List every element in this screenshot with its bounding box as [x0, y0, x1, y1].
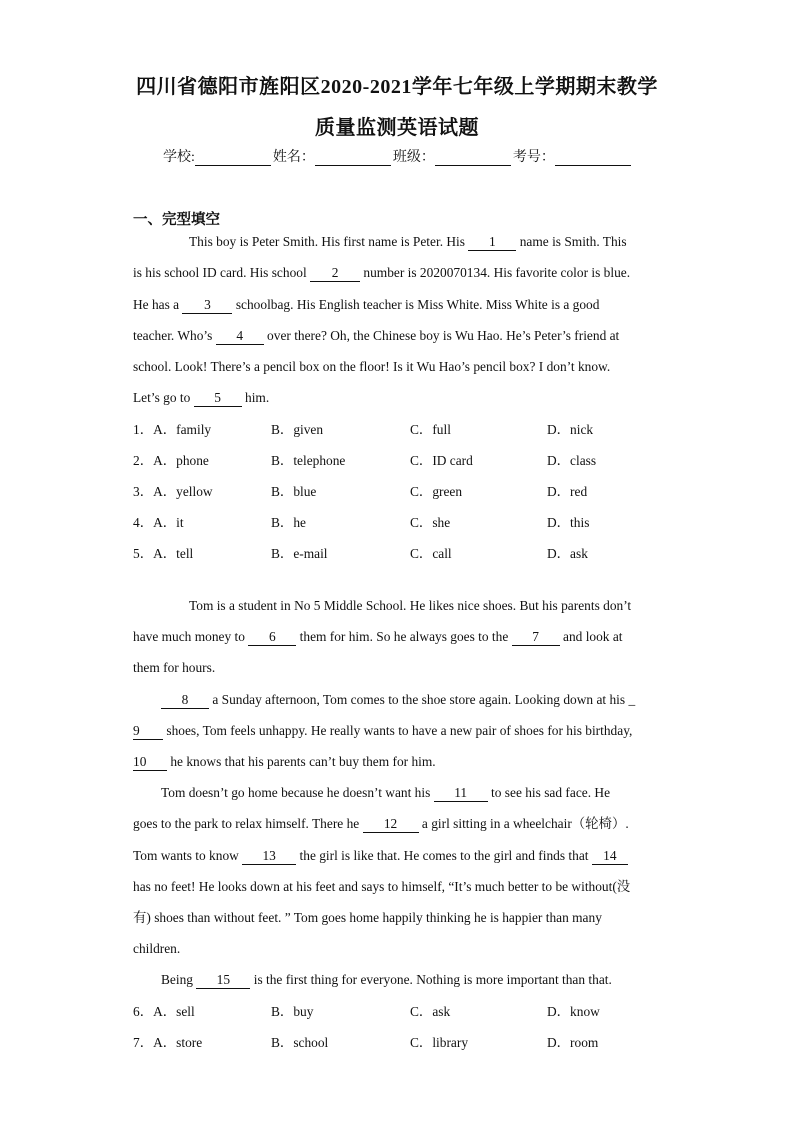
passage2-line3: them for hours. — [133, 660, 216, 675]
blank-1: 1 — [468, 234, 516, 251]
question-2-options — [133, 451, 663, 471]
option-7a[interactable]: 7．A．store — [133, 1035, 203, 1050]
blank-13: 13 — [242, 848, 296, 865]
option-1a[interactable]: 1．A．family — [133, 422, 212, 437]
option-2d[interactable]: D．class — [547, 453, 597, 468]
option-4a[interactable]: 4．A．it — [133, 515, 184, 530]
school-field[interactable] — [195, 151, 271, 166]
passage1-line4: teacher. Who’s 4 over there? Oh, the Chinese boy is Wu Hao. He’s Peter’s friend at — [133, 328, 620, 343]
section-heading: 一、完型填空 — [133, 212, 220, 228]
blank-9: 9 — [133, 723, 163, 740]
option-4b[interactable]: B．he — [271, 515, 306, 530]
blank-2: 2 — [310, 265, 360, 282]
blank-6: 6 — [248, 629, 296, 646]
option-7d[interactable]: D．room — [547, 1035, 599, 1050]
student-info-line — [163, 146, 633, 166]
blank-14: 14 — [592, 848, 628, 865]
question-6-options — [133, 1002, 663, 1022]
blank-11: 11 — [434, 785, 488, 802]
question-4-options — [133, 513, 663, 533]
passage2-line11: 有) shoes than without feet. ” Tom goes home happily thinking he is happier than many — [133, 910, 602, 925]
option-1b[interactable]: B．given — [271, 422, 324, 437]
passage2-line9: Tom wants to know 13 the girl is like that. He comes to the girl and finds that 14 — [133, 846, 663, 866]
passage2-line8: goes to the park to relax himself. There he 12 a girl sitting in a wheelchair（轮椅）. — [133, 816, 629, 831]
passage2-line2: have much money to 6 them for him. So he always goes to the 7 and look at — [133, 629, 623, 644]
name-field[interactable] — [315, 151, 391, 166]
name-label: 姓名： — [272, 150, 315, 165]
question-3-options — [133, 482, 663, 502]
option-5b[interactable]: B．e-mail — [271, 546, 328, 561]
question-1-options — [133, 420, 663, 440]
passage1-line6: Let’s go to 5 him. — [133, 390, 270, 405]
question-5-options — [133, 544, 663, 564]
option-6b[interactable]: B．buy — [271, 1004, 314, 1019]
question-7-options — [133, 1033, 663, 1053]
passage2-line1: Tom is a student in No 5 Middle School. He likes nice shoes. But his parents don’t — [189, 598, 632, 613]
passage1-line1: This boy is Peter Smith. His first name is Peter. His 1 name is Smith. This — [189, 234, 627, 249]
option-5c[interactable]: C．call — [410, 546, 452, 561]
class-label: 班级： — [392, 150, 435, 165]
option-4d[interactable]: D．this — [547, 515, 590, 530]
option-2a[interactable]: 2．A．phone — [133, 453, 209, 468]
option-4c[interactable]: C．she — [410, 515, 451, 530]
option-5a[interactable]: 5．A．tell — [133, 546, 194, 561]
school-label: 学校: — [163, 150, 195, 165]
option-6c[interactable]: C．ask — [410, 1004, 451, 1019]
option-6d[interactable]: D．know — [547, 1004, 600, 1019]
option-3b[interactable]: B．blue — [271, 484, 317, 499]
passage2-line7: Tom doesn’t go home because he doesn’t want his 11 to see his sad face. He — [161, 785, 611, 800]
blank-15: 15 — [196, 972, 250, 989]
option-1d[interactable]: D．nick — [547, 422, 594, 437]
passage2-line13: Being 15 is the first thing for everyone. Nothing is more important than that. — [161, 972, 612, 987]
exam-title-line2: 质量监测英语试题 — [315, 117, 479, 139]
class-field[interactable] — [435, 151, 511, 166]
option-5d[interactable]: D．ask — [547, 546, 588, 561]
blank-12: 12 — [363, 816, 419, 833]
passage1-line5: school. Look! There’s a pencil box on the floor! Is it Wu Hao’s pencil box? I don’t know. — [133, 359, 611, 374]
blank-5: 5 — [194, 390, 242, 407]
passage1-line2: is his school ID card. His school 2 number is 2020070134. His favorite color is blue. — [133, 265, 631, 280]
option-2b[interactable]: B．telephone — [271, 453, 346, 468]
option-3d[interactable]: D．red — [547, 484, 588, 499]
passage2-line6: 10 he knows that his parents can’t buy them for him. — [133, 754, 436, 769]
blank-10: 10 — [133, 754, 167, 771]
number-label: 考号： — [512, 150, 555, 165]
option-3c[interactable]: C．green — [410, 484, 463, 499]
blank-8: 8 — [161, 692, 209, 709]
passage2-line4: 8 a Sunday afternoon, Tom comes to the shoe store again. Looking down at his _ — [133, 690, 663, 710]
blank-4: 4 — [216, 328, 264, 345]
passage2-line5: 9 shoes, Tom feels unhappy. He really wants to have a new pair of shoes for his birthday, — [133, 723, 633, 738]
option-7c[interactable]: C．library — [410, 1035, 469, 1050]
option-2c[interactable]: C．ID card — [410, 453, 473, 468]
option-1c[interactable]: C．full — [410, 422, 451, 437]
exam-title-line1: 四川省德阳市旌阳区2020-2021学年七年级上学期期末教学 — [136, 76, 658, 98]
option-7b[interactable]: B．school — [271, 1035, 329, 1050]
passage2-line10: has no feet! He looks down at his feet and says to himself, “It’s much better to be without(没 — [133, 879, 631, 894]
option-3a[interactable]: 3．A．yellow — [133, 484, 213, 499]
blank-3: 3 — [182, 297, 232, 314]
option-6a[interactable]: 6．A．sell — [133, 1004, 195, 1019]
passage1-line3: He has a 3 schoolbag. His English teacher is Miss White. Miss White is a good — [133, 297, 600, 312]
blank-7: 7 — [512, 629, 560, 646]
passage2-line12: children. — [133, 941, 181, 956]
number-field[interactable] — [555, 151, 631, 166]
